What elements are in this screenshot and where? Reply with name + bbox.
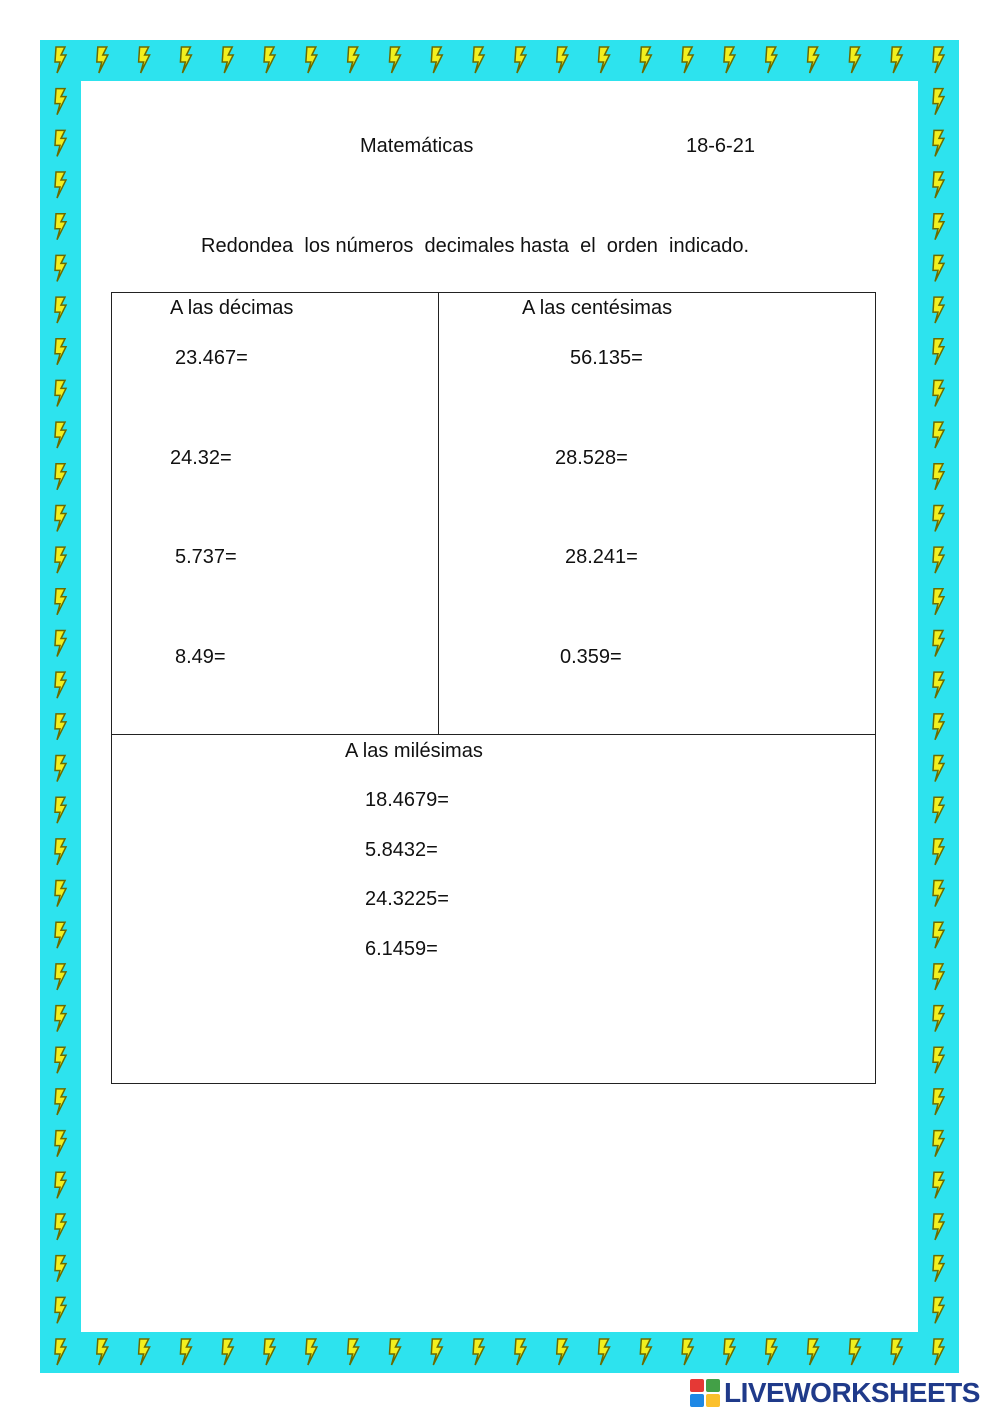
exercise-decimas-1: 23.467= <box>175 347 248 369</box>
exercise-decimas-2: 24.32= <box>170 447 232 469</box>
liveworksheets-logo-icon <box>690 1379 720 1407</box>
exercise-centesimas-4: 0.359= <box>560 646 622 668</box>
exercise-centesimas-1: 56.135= <box>570 347 643 369</box>
exercise-decimas-4: 8.49= <box>175 646 226 668</box>
table-divider-horizontal <box>111 734 876 735</box>
exercise-milesimas-3: 24.3225= <box>365 888 449 910</box>
date-label: 18-6-21 <box>686 135 755 157</box>
exercise-centesimas-3: 28.241= <box>565 546 638 568</box>
liveworksheets-watermark <box>690 1378 980 1408</box>
exercise-milesimas-4: 6.1459= <box>365 938 438 960</box>
section-title-milesimas: A las milésimas <box>345 740 483 762</box>
exercise-milesimas-1: 18.4679= <box>365 789 449 811</box>
subject-title: Matemáticas <box>360 135 474 157</box>
watermark-text: LIVEWORKSHEETS <box>724 1377 980 1408</box>
section-title-centesimas: A las centésimas <box>522 297 673 319</box>
instruction-text: Redondea los números decimales hasta el orden indicado. <box>201 235 750 257</box>
exercise-decimas-3: 5.737= <box>175 546 237 568</box>
table-divider-vertical <box>438 292 439 734</box>
section-title-decimas: A las décimas <box>170 297 294 319</box>
exercise-centesimas-2: 28.528= <box>555 447 628 469</box>
exercise-milesimas-2: 5.8432= <box>365 839 438 861</box>
exercise-table <box>111 292 876 1084</box>
